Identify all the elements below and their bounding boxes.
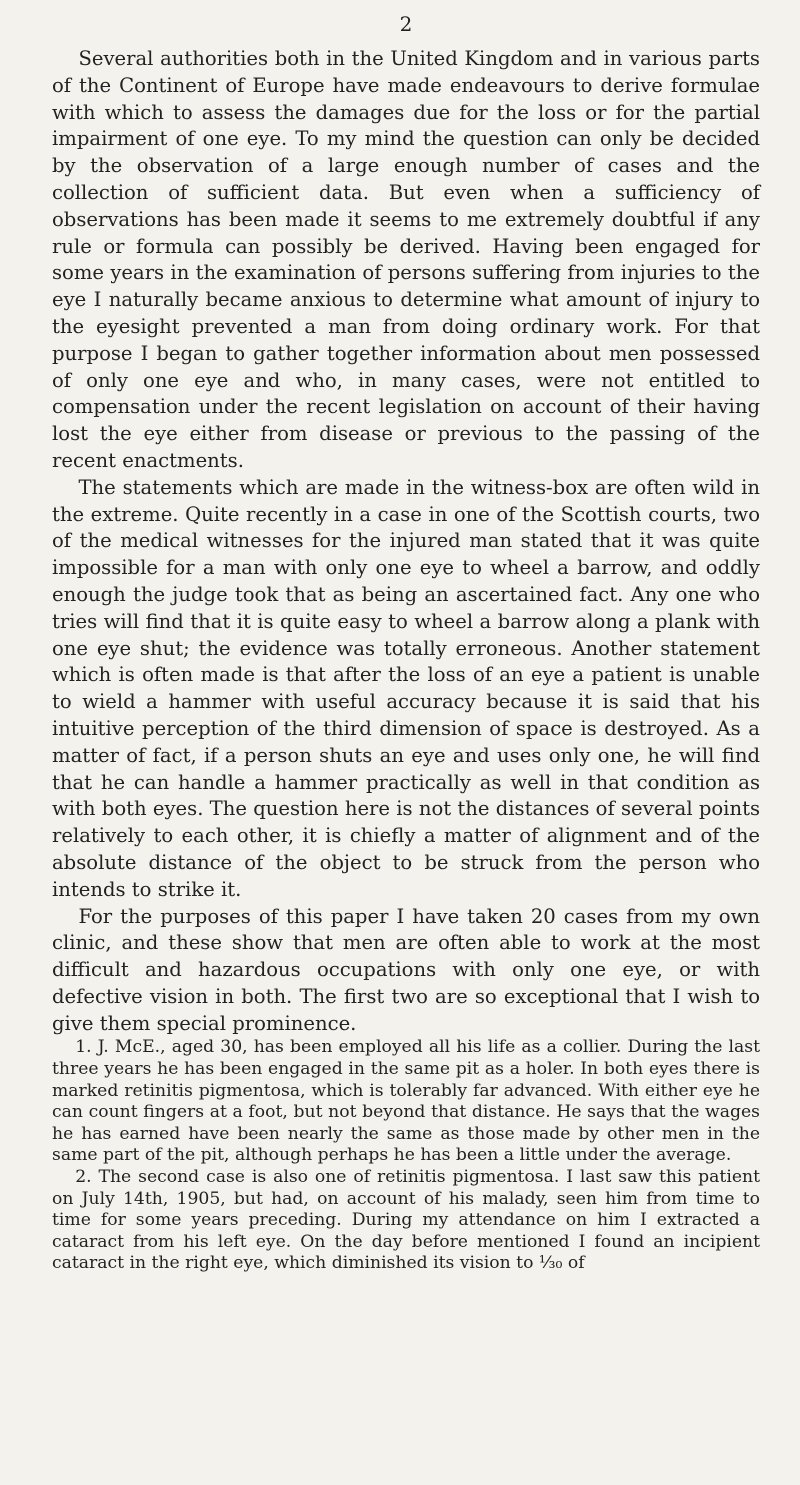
paragraph-purposes: For the purposes of this paper I have taken 20 cases from my own clinic, and these show that men are often able to work at the most difficult and hazardous occupations with only one eye, or with defective vision in both. The first two are so exceptional that I wish to give them special prominence. (52, 904, 760, 1035)
case-2: 2. The second case is also one of retinitis pigmentosa. I last saw this patient on July 14th, 1905, but had, on account of his malady, seen him from time to time for some years preceding. During my attendance on him I extracted a cataract from his left eye. On the day before mentioned I found an incipient cataract in the right eye, which diminished its vision to ¹⁄₃₀ of (52, 1167, 760, 1274)
page-number: 2 (399, 12, 413, 36)
paragraph-witness-statements: The statements which are made in the witness-box are often wild in the extreme. Quite recently in a case in one of the Scottish courts, two of the medical witnesses for the injured man stated that it was quite impossible for a man with only one eye to wheel a barrow, and oddly enough the judge took that as being an ascertained fact. Any one who tries will find that it is quite easy to wheel a barrow along a plank with one eye shut; the evidence was totally erroneous. Another statement which is often made is that after the loss of an eye a patient is unable to wield a hammer with useful accuracy because it is said that his intuitive perception of the third dimension of space is destroyed. As a matter of fact, if a person shuts an eye and uses only one, he will find that he can handle a hammer practically as well in that condition as with both eyes. The question here is not the distances of several points relatively to each other, it is chiefly a matter of alignment and of the absolute distance of the object to be struck from the person who intends to strike it. (52, 475, 760, 901)
document-page (52, 12, 760, 1275)
paragraph-authorities: Several authorities both in the United Kingdom and in various parts of the Continent of Europe have made endeavours to derive formulae with which to assess the damages due for the loss or for the partial impairment of one eye. To my mind the question can only be decided by the observation of a large enough number of cases and the collection of sufficient data. But even when a sufficiency of observations has been made it seems to me extremely doubtful if any rule or formula can possibly be derived. Having been engaged for some years in the examination of persons suffering from injuries to the eye I naturally became anxious to determine what amount of injury to the eyesight prevented a man from doing ordinary work. For that purpose I began to gather together information about men possessed of only one eye and who, in many cases, were not entitled to compensation under the recent legislation on account of their having lost the eye either from disease or previous to the passing of the recent enactments. (52, 47, 760, 472)
case-1: 1. J. McE., aged 30, has been employed all his life as a collier. During the last three years he has been engaged in the same pit as a holer. In both eyes there is marked retinitis pigmentosa, which is tolerably far advanced. With either eye he can count fingers at a foot, but not beyond that distance. He says that the wages he has earned have been nearly the same as those made by other men in the same part of the pit, although perhaps he has been a little under the average. (52, 1037, 760, 1166)
